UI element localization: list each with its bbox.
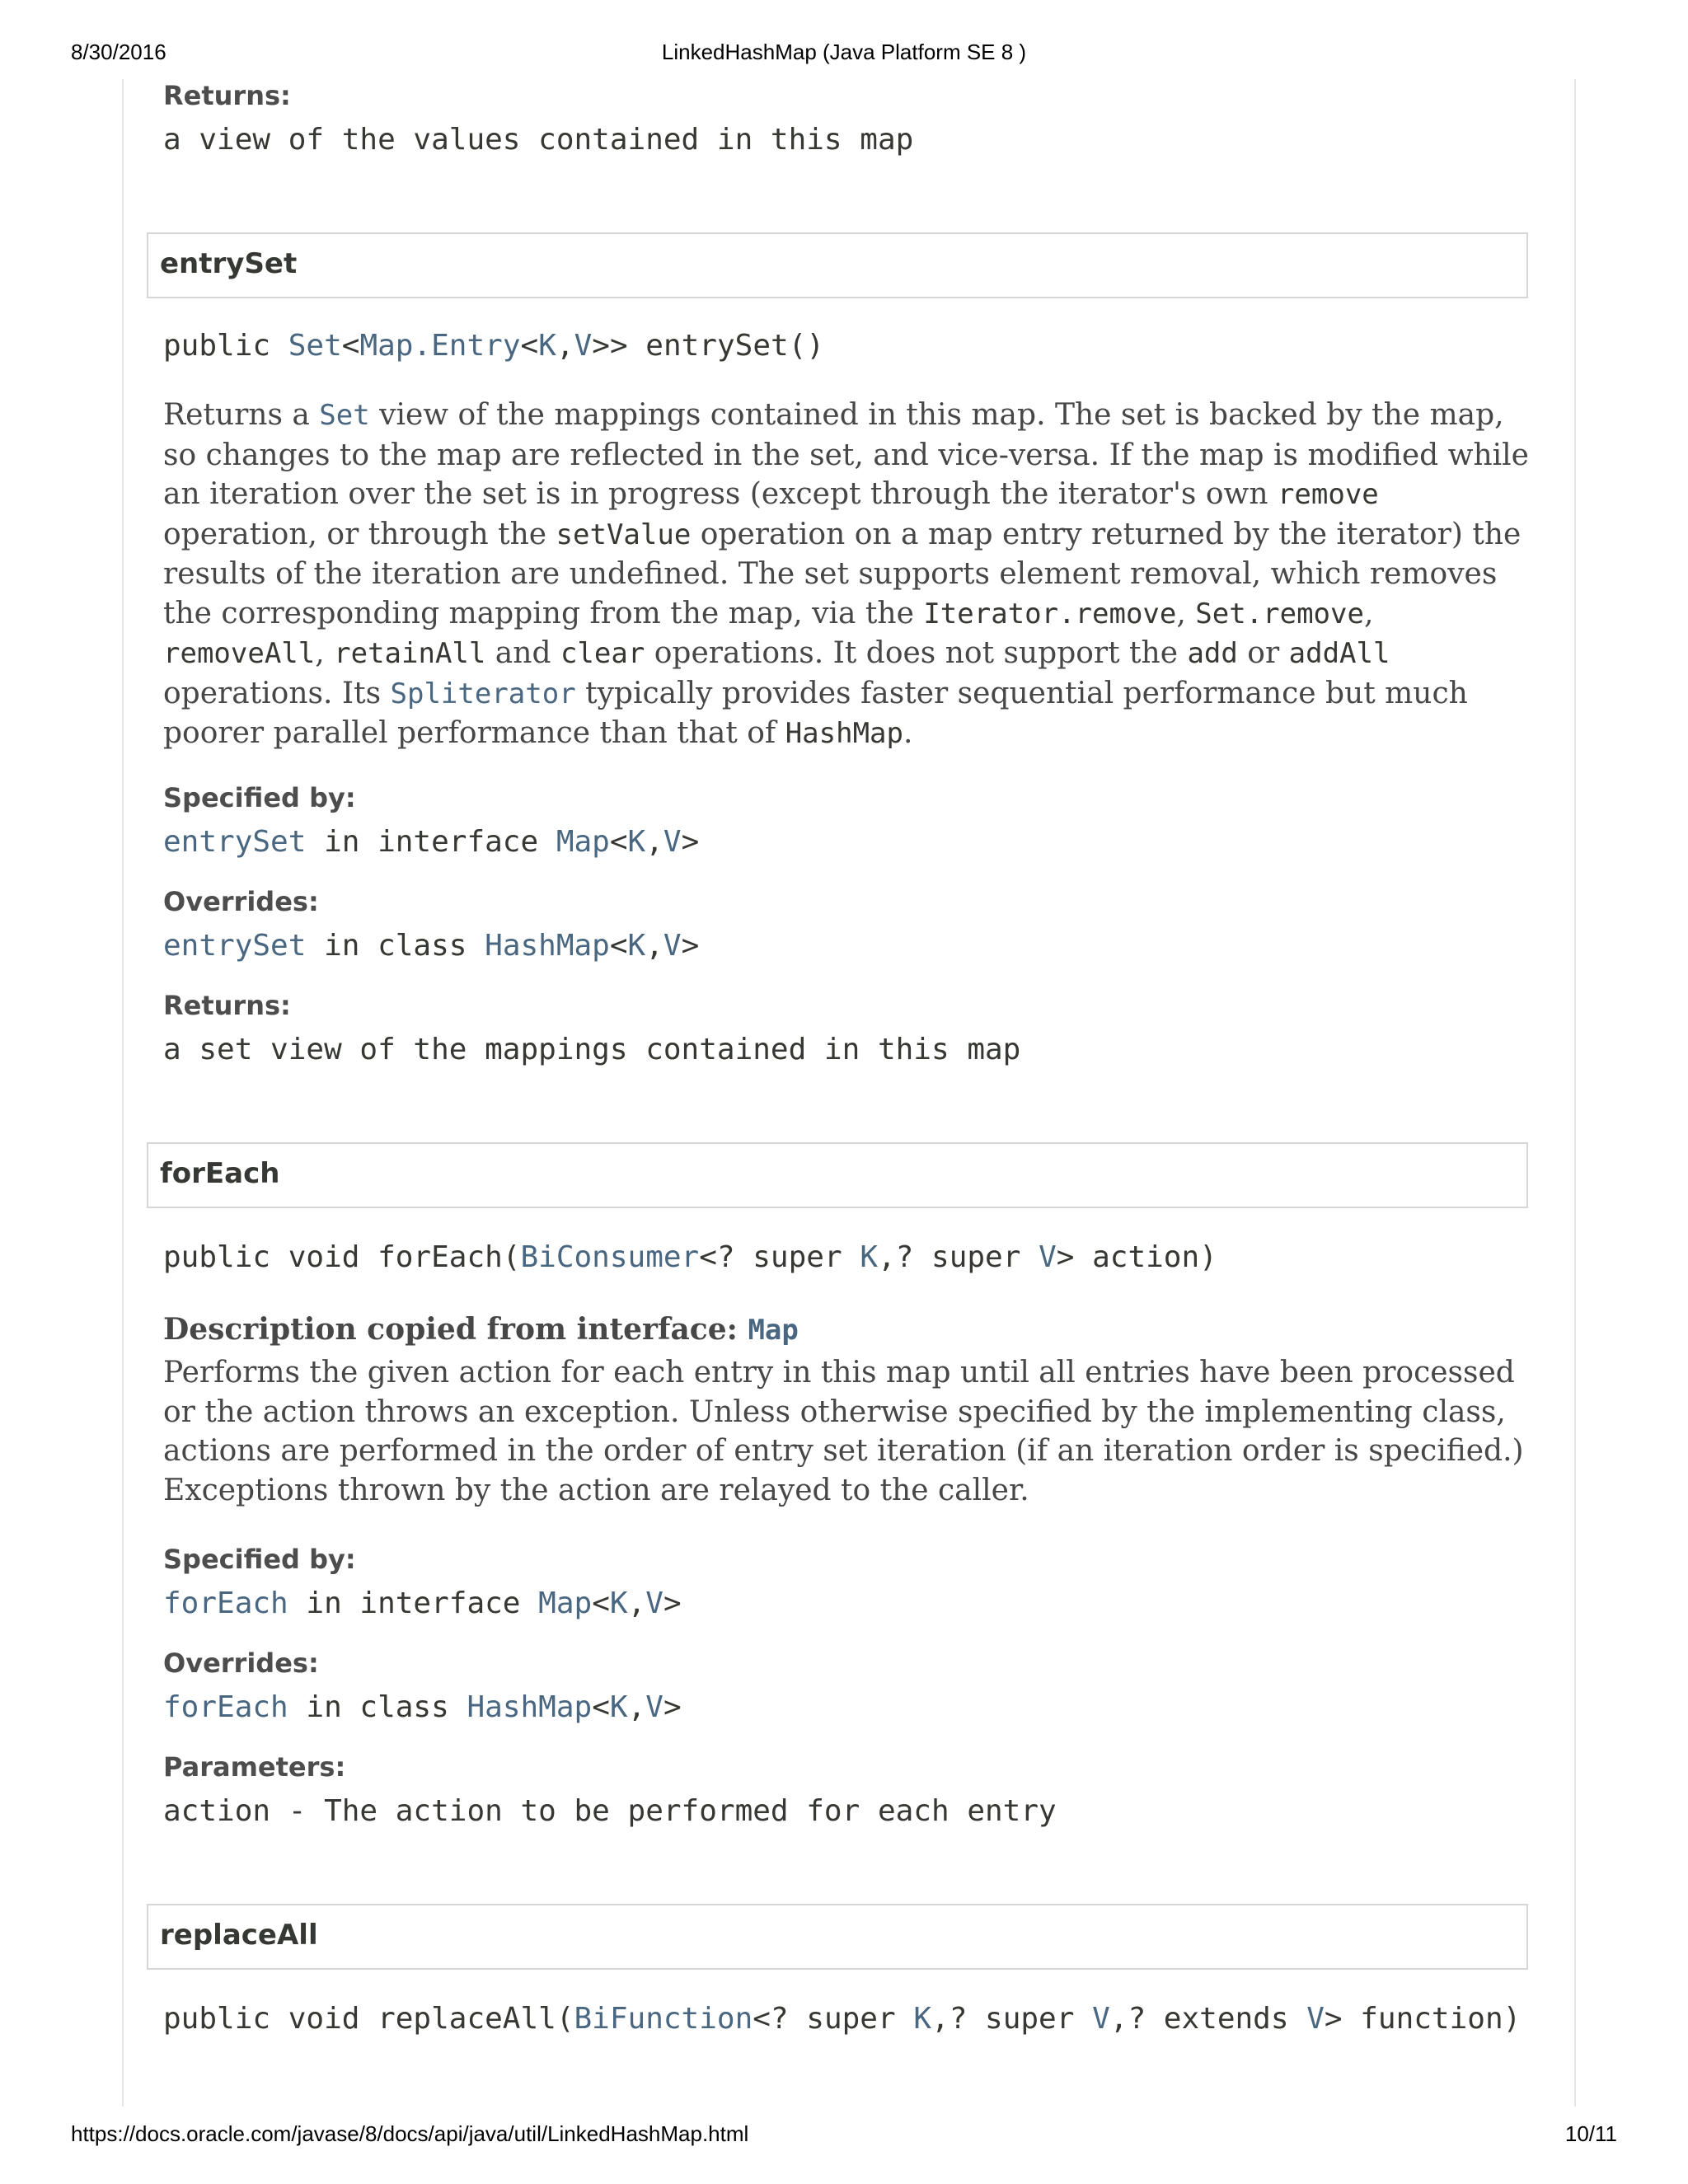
k-type-link[interactable]: K bbox=[609, 1690, 628, 1724]
v-type-link[interactable]: V bbox=[645, 1690, 663, 1724]
foreach-method-link[interactable]: forEach bbox=[163, 1586, 288, 1620]
print-url: https://docs.oracle.com/javase/8/docs/api/java/util/LinkedHashMap.html bbox=[71, 2121, 749, 2146]
doc-page bbox=[122, 79, 1576, 2107]
sig-text: < bbox=[341, 329, 360, 363]
print-date: 8/30/2016 bbox=[71, 40, 166, 64]
foreach-parameters-text: action - The action to be performed for each entry bbox=[163, 1794, 1057, 1828]
v-type-link[interactable]: V bbox=[1306, 2002, 1325, 2036]
entryset-signature bbox=[163, 328, 824, 364]
entryset-method-link[interactable]: entrySet bbox=[163, 929, 307, 963]
k-type-link[interactable]: K bbox=[913, 2002, 932, 2036]
k-type-link[interactable]: K bbox=[627, 929, 646, 963]
foreach-specified-value: forEach in interface Map<K,V> bbox=[163, 1586, 682, 1620]
v-type-link[interactable]: V bbox=[1092, 2002, 1110, 2036]
print-footer bbox=[0, 2121, 1688, 2154]
desc-line: or the action throws an exception. Unless otherwise specified by the implementing class, bbox=[163, 1394, 1506, 1429]
sig-text: public bbox=[163, 329, 288, 363]
hashmap-type-link[interactable]: HashMap bbox=[485, 929, 610, 963]
desc-line: operations. Its Spliterator typically provides faster sequential performance but much bbox=[163, 676, 1468, 710]
sig-text: < bbox=[520, 329, 539, 363]
desc-line: Returns a Set view of the mappings contained in this map. The set is backed by the map, bbox=[163, 398, 1504, 432]
print-title: LinkedHashMap (Java Platform SE 8 ) bbox=[661, 40, 1027, 64]
v-type-link[interactable]: V bbox=[574, 329, 593, 363]
sig-text: , bbox=[556, 329, 574, 363]
desc-line: actions are performed in the order of entry set iteration (if an iteration order is specified.) bbox=[163, 1434, 1524, 1468]
entryset-specified-value: entrySet in interface Map<K,V> bbox=[163, 825, 700, 859]
method-title: forEach bbox=[160, 1157, 280, 1190]
method-heading-replaceall bbox=[147, 1904, 1528, 1970]
replaceall-signature: public void replaceAll(BiFunction<? super K,? super V,? extends V> function) bbox=[163, 2002, 1522, 2036]
method-title: entrySet bbox=[160, 247, 298, 280]
values-returns-text: a view of the values contained in this map bbox=[163, 123, 914, 157]
entryset-method-link[interactable]: entrySet bbox=[163, 825, 307, 859]
desc-line: the corresponding mapping from the map, via the Iterator.remove, Set.remove, bbox=[163, 596, 1374, 630]
print-page-number: 10/11 bbox=[1564, 2121, 1617, 2146]
bifunction-type-link[interactable]: BiFunction bbox=[574, 2002, 753, 2036]
method-heading-entryset bbox=[147, 232, 1528, 298]
foreach-overrides-value: forEach in class HashMap<K,V> bbox=[163, 1690, 682, 1724]
desc-line: operation, or through the setValue operation on a map entry returned by the iterator) the bbox=[163, 517, 1522, 551]
desc-line: Performs the given action for each entry in this map until all entries have been processed bbox=[163, 1356, 1515, 1390]
desc-line: removeAll, retainAll and clear operations. It does not support the add or addAll bbox=[163, 636, 1390, 670]
entryset-overrides-label: Overrides: bbox=[163, 886, 319, 917]
entryset-returns-label: Returns: bbox=[163, 990, 291, 1021]
set-link[interactable]: Set bbox=[319, 399, 370, 432]
entryset-description bbox=[163, 396, 1548, 754]
values-returns-label: Returns: bbox=[163, 80, 291, 111]
hashmap-type-link[interactable]: HashMap bbox=[467, 1690, 593, 1724]
desc-line: so changes to the map are reflected in the set, and vice-versa. If the map is modified while bbox=[163, 438, 1529, 472]
v-type-link[interactable]: V bbox=[663, 825, 682, 859]
foreach-description bbox=[163, 1353, 1548, 1510]
k-type-link[interactable]: K bbox=[609, 1586, 628, 1620]
desc-line: Exceptions thrown by the action are relayed to the caller. bbox=[163, 1473, 1029, 1507]
biconsumer-type-link[interactable]: BiConsumer bbox=[520, 1240, 700, 1274]
spliterator-link[interactable]: Spliterator bbox=[390, 677, 576, 710]
map-type-link[interactable]: Map bbox=[556, 825, 610, 859]
entryset-returns-text: a set view of the mappings contained in this map bbox=[163, 1033, 1021, 1066]
v-type-link[interactable]: V bbox=[663, 929, 682, 963]
desc-line: poorer parallel performance than that of HashMap. bbox=[163, 716, 913, 750]
desc-line: an iteration over the set is in progress (except through the iterator's own remove bbox=[163, 477, 1379, 511]
k-type-link[interactable]: K bbox=[627, 825, 646, 859]
set-type-link[interactable]: Set bbox=[288, 329, 342, 363]
method-title: replaceAll bbox=[160, 1919, 318, 1952]
entryset-overrides-value: entrySet in class HashMap<K,V> bbox=[163, 929, 700, 963]
sig-text: >> entrySet() bbox=[592, 329, 825, 363]
map-type-link[interactable]: Map bbox=[538, 1586, 593, 1620]
method-heading-foreach bbox=[147, 1142, 1528, 1208]
foreach-parameters-label: Parameters: bbox=[163, 1751, 346, 1783]
foreach-method-link[interactable]: forEach bbox=[163, 1690, 288, 1724]
desc-line: results of the iteration are undefined. The set supports element removal, which removes bbox=[163, 557, 1498, 591]
foreach-signature: public void forEach(BiConsumer<? super K,? super V> action) bbox=[163, 1240, 1217, 1274]
k-type-link[interactable]: K bbox=[860, 1240, 878, 1274]
print-header bbox=[0, 40, 1688, 73]
map-entry-type-link[interactable]: Map.Entry bbox=[359, 329, 521, 363]
v-type-link[interactable]: V bbox=[1039, 1240, 1057, 1274]
map-interface-link[interactable]: Map bbox=[748, 1314, 799, 1347]
v-type-link[interactable]: V bbox=[645, 1586, 663, 1620]
foreach-specified-label: Specified by: bbox=[163, 1544, 356, 1575]
foreach-copied-heading: Description copied from interface: Map bbox=[163, 1312, 799, 1347]
foreach-overrides-label: Overrides: bbox=[163, 1647, 319, 1679]
entryset-specified-label: Specified by: bbox=[163, 782, 356, 813]
k-type-link[interactable]: K bbox=[538, 329, 556, 363]
